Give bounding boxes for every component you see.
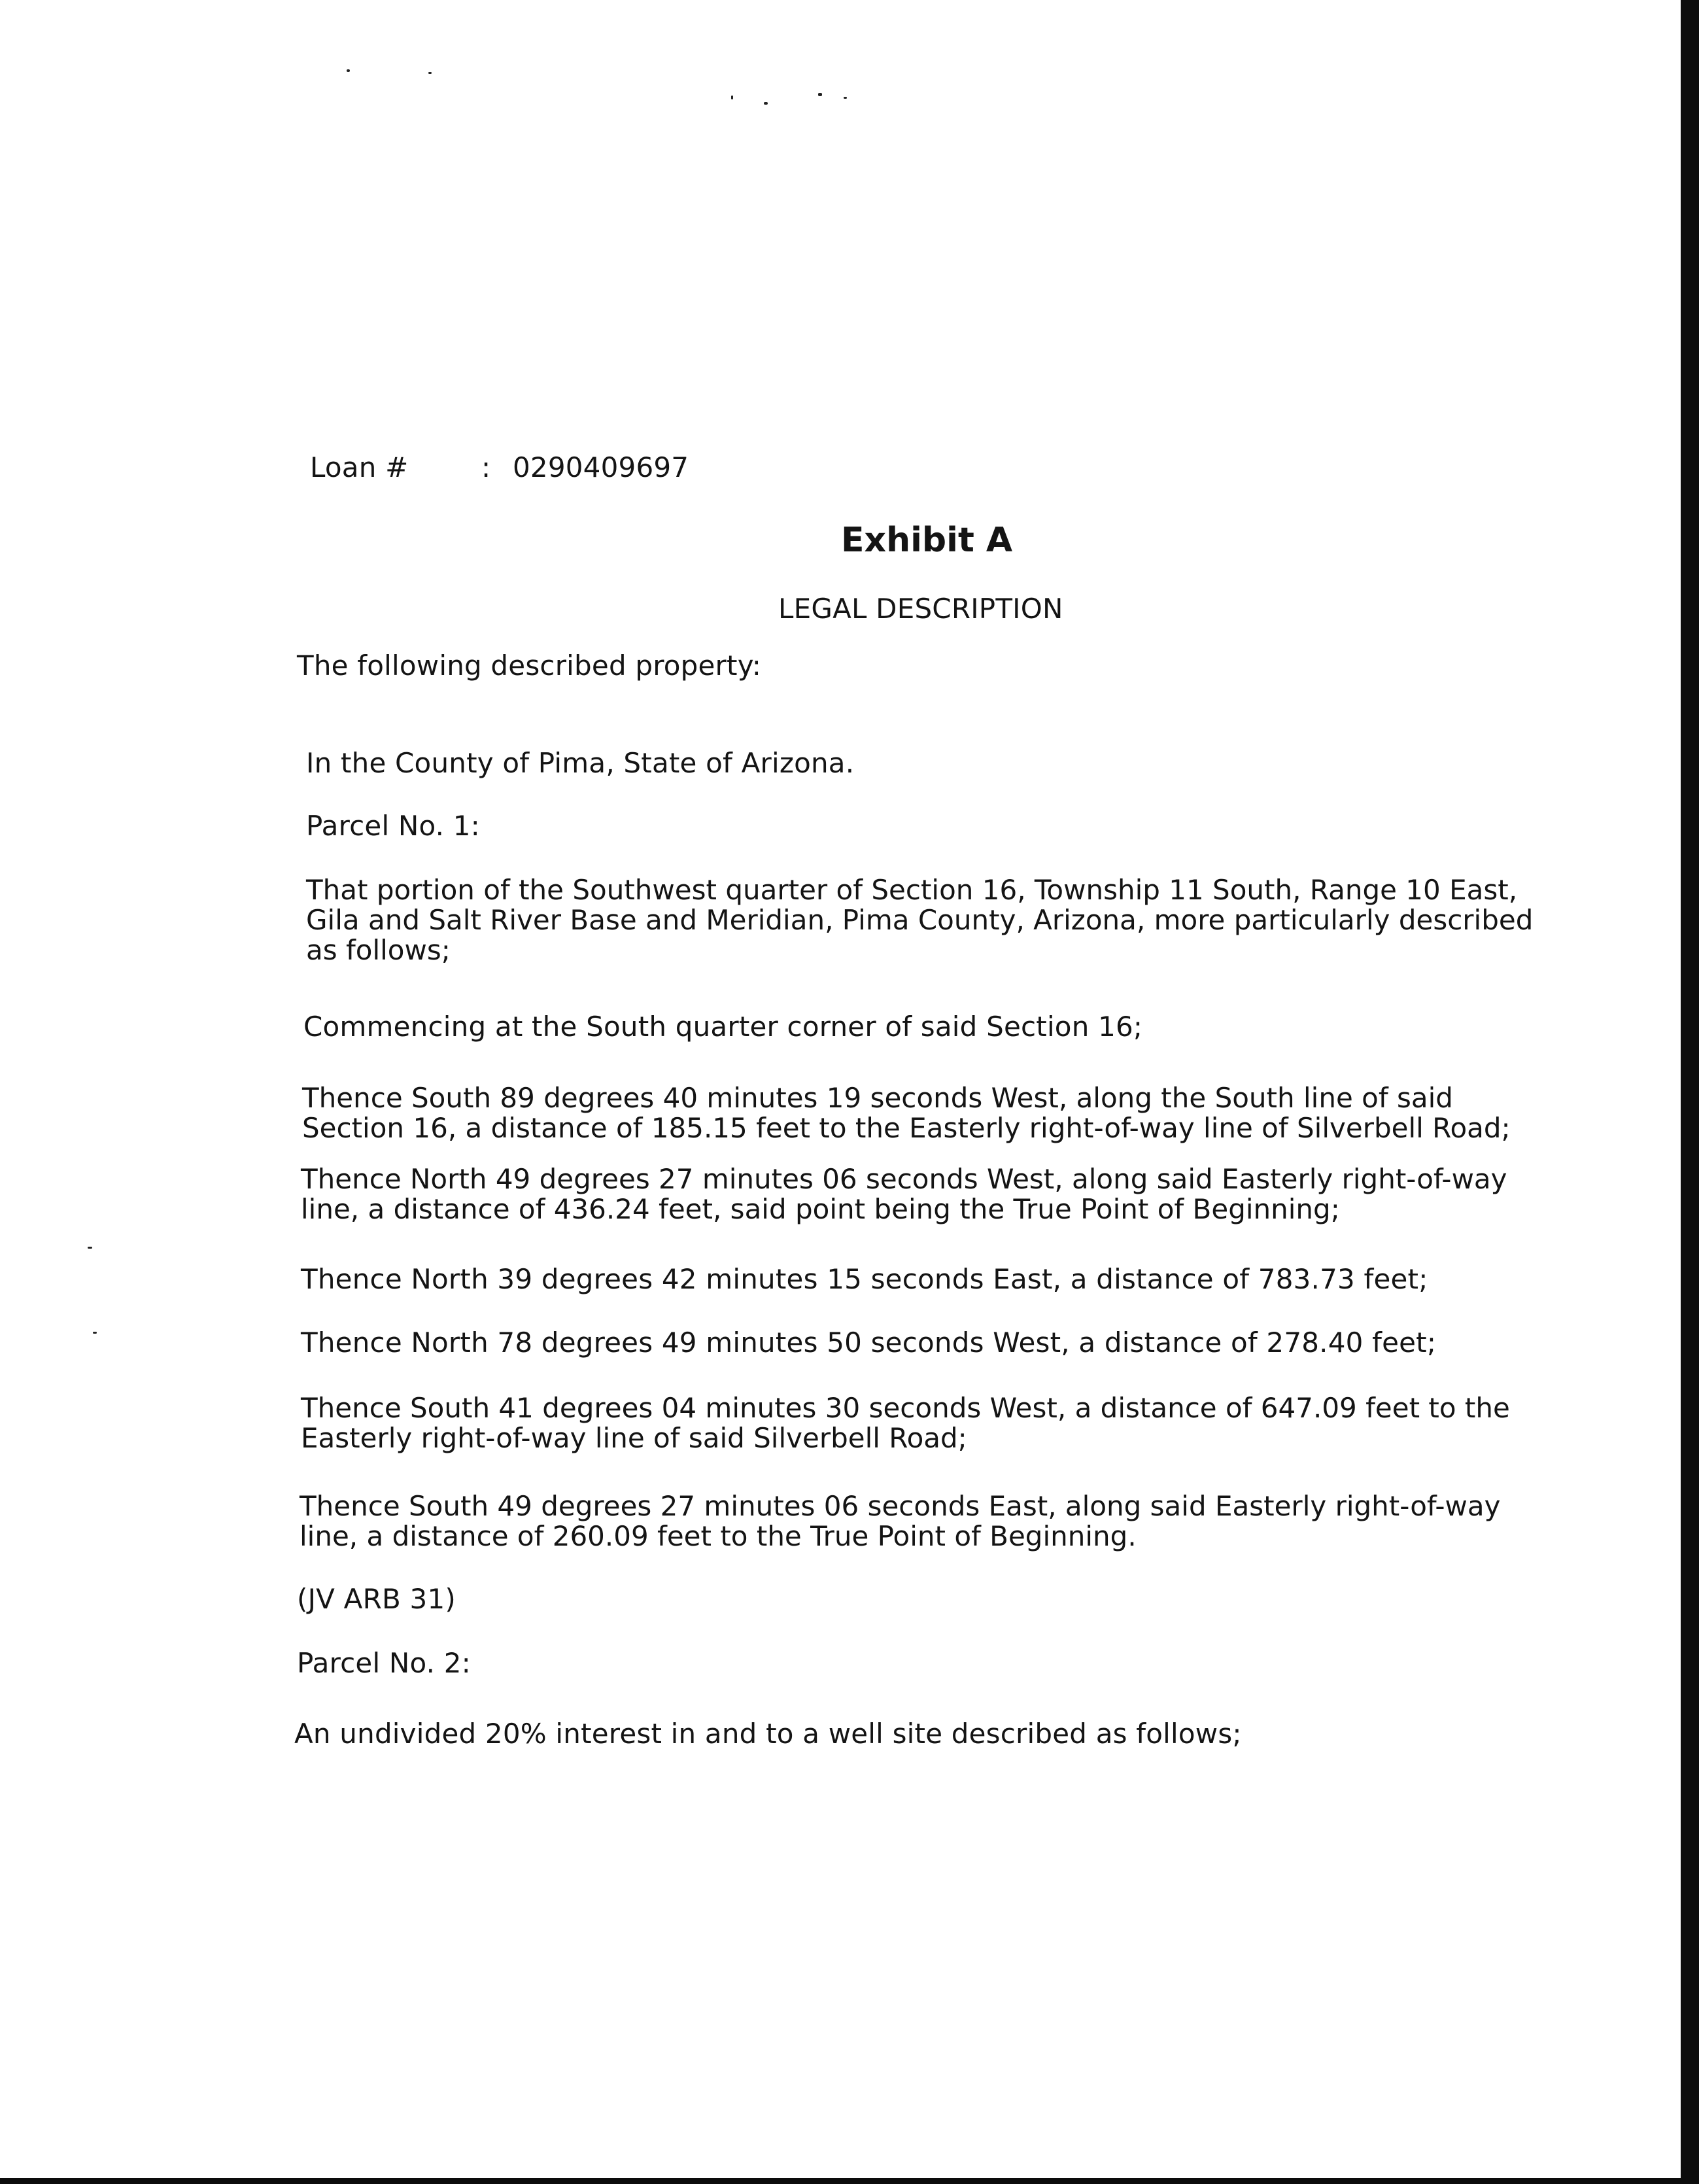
loan-number: 0290409697	[513, 451, 689, 483]
scan-speck	[428, 72, 432, 74]
course-1	[302, 1083, 1511, 1143]
scan-speck	[844, 97, 847, 99]
county-text: In the County of Pima, State of Arizona.	[306, 747, 855, 779]
course-4: Thence North 78 degrees 49 minutes 50 seconds West, a distance of 278.40 feet;	[301, 1326, 1437, 1359]
scan-speck	[93, 1332, 97, 1334]
loan-label: Loan #	[310, 451, 409, 483]
exhibit-subtitle: LEGAL DESCRIPTION	[778, 593, 1063, 625]
text-line: That portion of the Southwest quarter of Section 16, Township 11 South, Range 10 East,	[306, 874, 1518, 906]
commencing-text: Commencing at the South quarter corner of said Section 16;	[303, 1011, 1143, 1043]
course-3: Thence North 39 degrees 42 minutes 15 seconds East, a distance of 783.73 feet;	[301, 1263, 1428, 1295]
course-5	[301, 1393, 1510, 1453]
text-line: Section 16, a distance of 185.15 feet to the Easterly right-of-way line of Silverbell Road;	[302, 1112, 1511, 1144]
text-line: Gila and Salt River Base and Meridian, Pima County, Arizona, more particularly described	[306, 904, 1534, 936]
text-line: line, a distance of 436.24 feet, said point being the True Point of Beginning;	[301, 1193, 1340, 1225]
parcel-1-description	[306, 875, 1533, 965]
scan-speck	[764, 102, 768, 105]
loan-separator: :	[481, 451, 491, 483]
text-line: line, a distance of 260.09 feet to the True Point of Beginning.	[300, 1520, 1137, 1552]
exhibit-title: Exhibit A	[841, 521, 1013, 560]
text-line: Thence North 49 degrees 27 minutes 06 seconds West, along said Easterly right-of-way	[301, 1163, 1507, 1195]
scan-border-bottom	[0, 2178, 1699, 2184]
parcel-2-heading: Parcel No. 2:	[297, 1647, 472, 1679]
text-line: Thence South 41 degrees 04 minutes 30 seconds West, a distance of 647.09 feet to the	[301, 1392, 1510, 1424]
scan-speck	[818, 93, 822, 96]
intro-text: The following described property:	[297, 650, 762, 682]
text-line: Thence South 49 degrees 27 minutes 06 seconds East, along said Easterly right-of-way	[300, 1490, 1501, 1522]
scan-speck	[731, 95, 733, 99]
loan-row	[310, 451, 689, 484]
text-line: as follows;	[306, 934, 451, 966]
course-6	[300, 1491, 1500, 1551]
text-line: Easterly right-of-way line of said Silverbell Road;	[301, 1422, 967, 1454]
scan-border-right	[1681, 0, 1699, 2184]
parcel-1-reference: (JV ARB 31)	[297, 1583, 456, 1615]
scan-speck	[88, 1247, 92, 1249]
parcel-1-heading: Parcel No. 1:	[306, 810, 481, 842]
text-line: Thence South 89 degrees 40 minutes 19 seconds West, along the South line of said	[302, 1082, 1453, 1114]
course-2	[301, 1164, 1507, 1224]
parcel-2-description: An undivided 20% interest in and to a well site described as follows;	[294, 1718, 1242, 1750]
scan-speck	[347, 69, 350, 72]
